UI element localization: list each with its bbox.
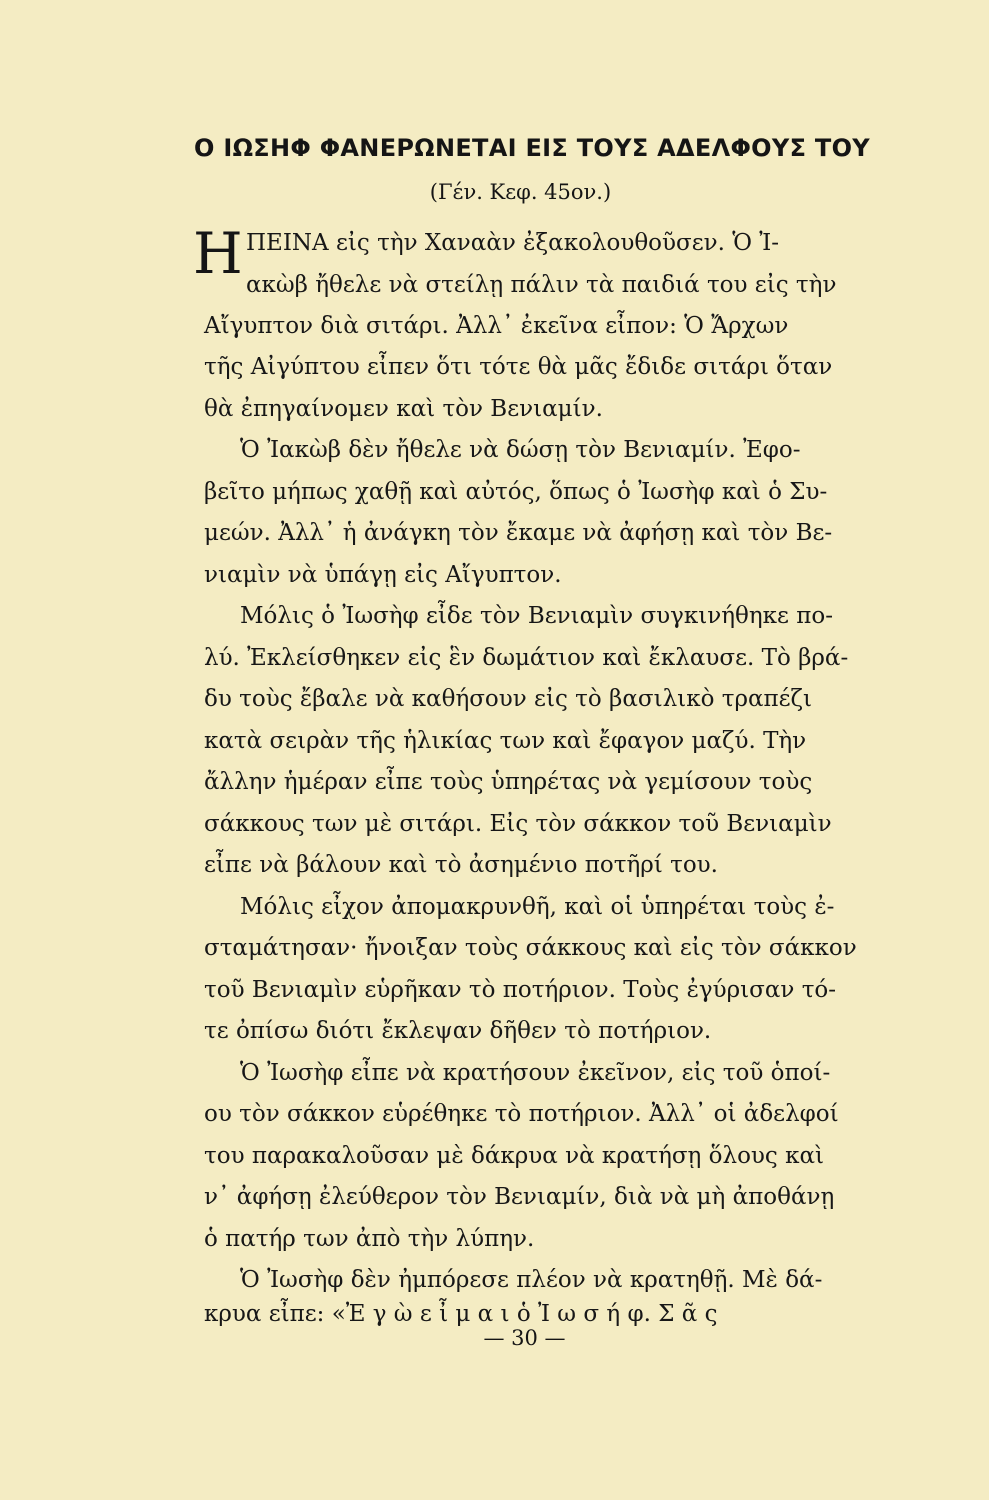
text-line: νιαμὶν νὰ ὑπάγῃ εἰς Αἴγυπτον. xyxy=(204,562,562,588)
text-line: ὁ πατήρ των ἀπὸ τὴν λύπην. xyxy=(204,1226,535,1252)
text-line: τῆς Αἰγύπτου εἶπεν ὅτι τότε θὰ μᾶς ἔδιδε σιτάρι ὅταν xyxy=(204,354,833,380)
text-line: μεών. Ἀλλ᾽ ἡ ἀνάγκη τὸν ἔκαμε νὰ ἀφήσῃ καὶ τὸν Βε- xyxy=(204,520,833,546)
text-line: τε ὀπίσω διότι ἔκλεψαν δῆθεν τὸ ποτήριον. xyxy=(204,1018,712,1044)
text-line: ου τὸν σάκκον εὑρέθηκε τὸ ποτήριον. Ἀλλ᾽ οἱ ἀδελφοί xyxy=(204,1101,839,1127)
text-line: ΠΕΙΝΑ εἰς τὴν Χαναὰν ἐξακολουθοῦσεν. Ὁ Ἰ- xyxy=(246,230,780,256)
drop-cap: Η xyxy=(193,221,243,287)
text-line: κατὰ σειρὰν τῆς ἡλικίας των καὶ ἔφαγον μαζύ. Τὴν xyxy=(204,728,807,754)
text-line: Ὁ Ἰωσὴφ δὲν ἠμπόρεσε πλέον νὰ κρατηθῇ. Μὲ δά- xyxy=(240,1267,823,1293)
text-line: Αἴγυπτον διὰ σιτάρι. Ἀλλ᾽ ἐκεῖνα εἶπον: Ὁ Ἄρχων xyxy=(204,313,789,339)
text-line: τοῦ Βενιαμὶν εὑρῆκαν τὸ ποτήριον. Τοὺς ἐγύρισαν τό- xyxy=(204,977,837,1003)
text-line: σάκκους των μὲ σιτάρι. Εἰς τὸν σάκκον τοῦ Βενιαμὶν xyxy=(204,811,832,837)
text-line: βεῖτο μήπως χαθῇ καὶ αὐτός, ὅπως ὁ Ἰωσὴφ καὶ ὁ Συ- xyxy=(204,479,828,505)
text-line: σταμάτησαν· ἤνοιξαν τοὺς σάκκους καὶ εἰς τὸν σάκκον xyxy=(204,935,857,961)
page-number: — 30 — xyxy=(483,1326,566,1350)
text-line: Ὁ Ἰακὼβ δὲν ἤθελε νὰ δώσῃ τὸν Βενιαμίν. Ἐφο- xyxy=(240,437,801,463)
text-line: Μόλις εἶχον ἀπομακρυνθῆ, καὶ οἱ ὑπηρέται τοὺς ἐ- xyxy=(240,894,835,920)
page-title: Ο ΙΩΣΗΦ ΦΑΝΕΡΩΝΕΤΑΙ ΕΙΣ ΤΟΥΣ ΑΔΕΛΦΟΥΣ ΤΟΥ xyxy=(194,134,870,162)
text-line: λύ. Ἐκλείσθηκεν εἰς ἓν δωμάτιον καὶ ἔκλαυσε. Τὸ βρά- xyxy=(204,645,849,671)
text-line: δυ τοὺς ἔβαλε νὰ καθήσουν εἰς τὸ βασιλικὸ τραπέζι xyxy=(204,686,813,712)
text-line: Μόλις ὁ Ἰωσὴφ εἶδε τὸν Βενιαμὶν συγκινήθηκε πο- xyxy=(240,603,834,629)
chapter-reference: (Γέν. Κεφ. 45ον.) xyxy=(429,180,612,204)
text-line: εἶπε νὰ βάλουν καὶ τὸ ἀσημένιο ποτῆρί του. xyxy=(204,852,718,878)
text-line: ν᾽ ἀφήσῃ ἐλεύθερον τὸν Βενιαμίν, διὰ νὰ μὴ ἀποθάνῃ xyxy=(204,1184,835,1210)
text-line: θὰ ἐπηγαίνομεν καὶ τὸν Βενιαμίν. xyxy=(204,396,603,422)
text-line: Ὁ Ἰωσὴφ εἶπε νὰ κρατήσουν ἐκεῖνον, εἰς τοῦ ὁποί- xyxy=(240,1060,831,1086)
text-line: κρυα εἶπε: «Ἐ γ ὼ ε ἶ μ α ι ὁ Ἰ ω σ ή φ. Σ ᾶ ς xyxy=(204,1301,718,1327)
text-line: ἄλλην ἡμέραν εἶπε τοὺς ὑπηρέτας νὰ γεμίσουν τοὺς xyxy=(204,769,813,795)
text-line: ακὼβ ἤθελε νὰ στείλῃ πάλιν τὰ παιδιά του εἰς τὴν xyxy=(246,272,837,298)
text-line: του παρακαλοῦσαν μὲ δάκρυα νὰ κρατήσῃ ὅλους καὶ xyxy=(204,1143,825,1169)
